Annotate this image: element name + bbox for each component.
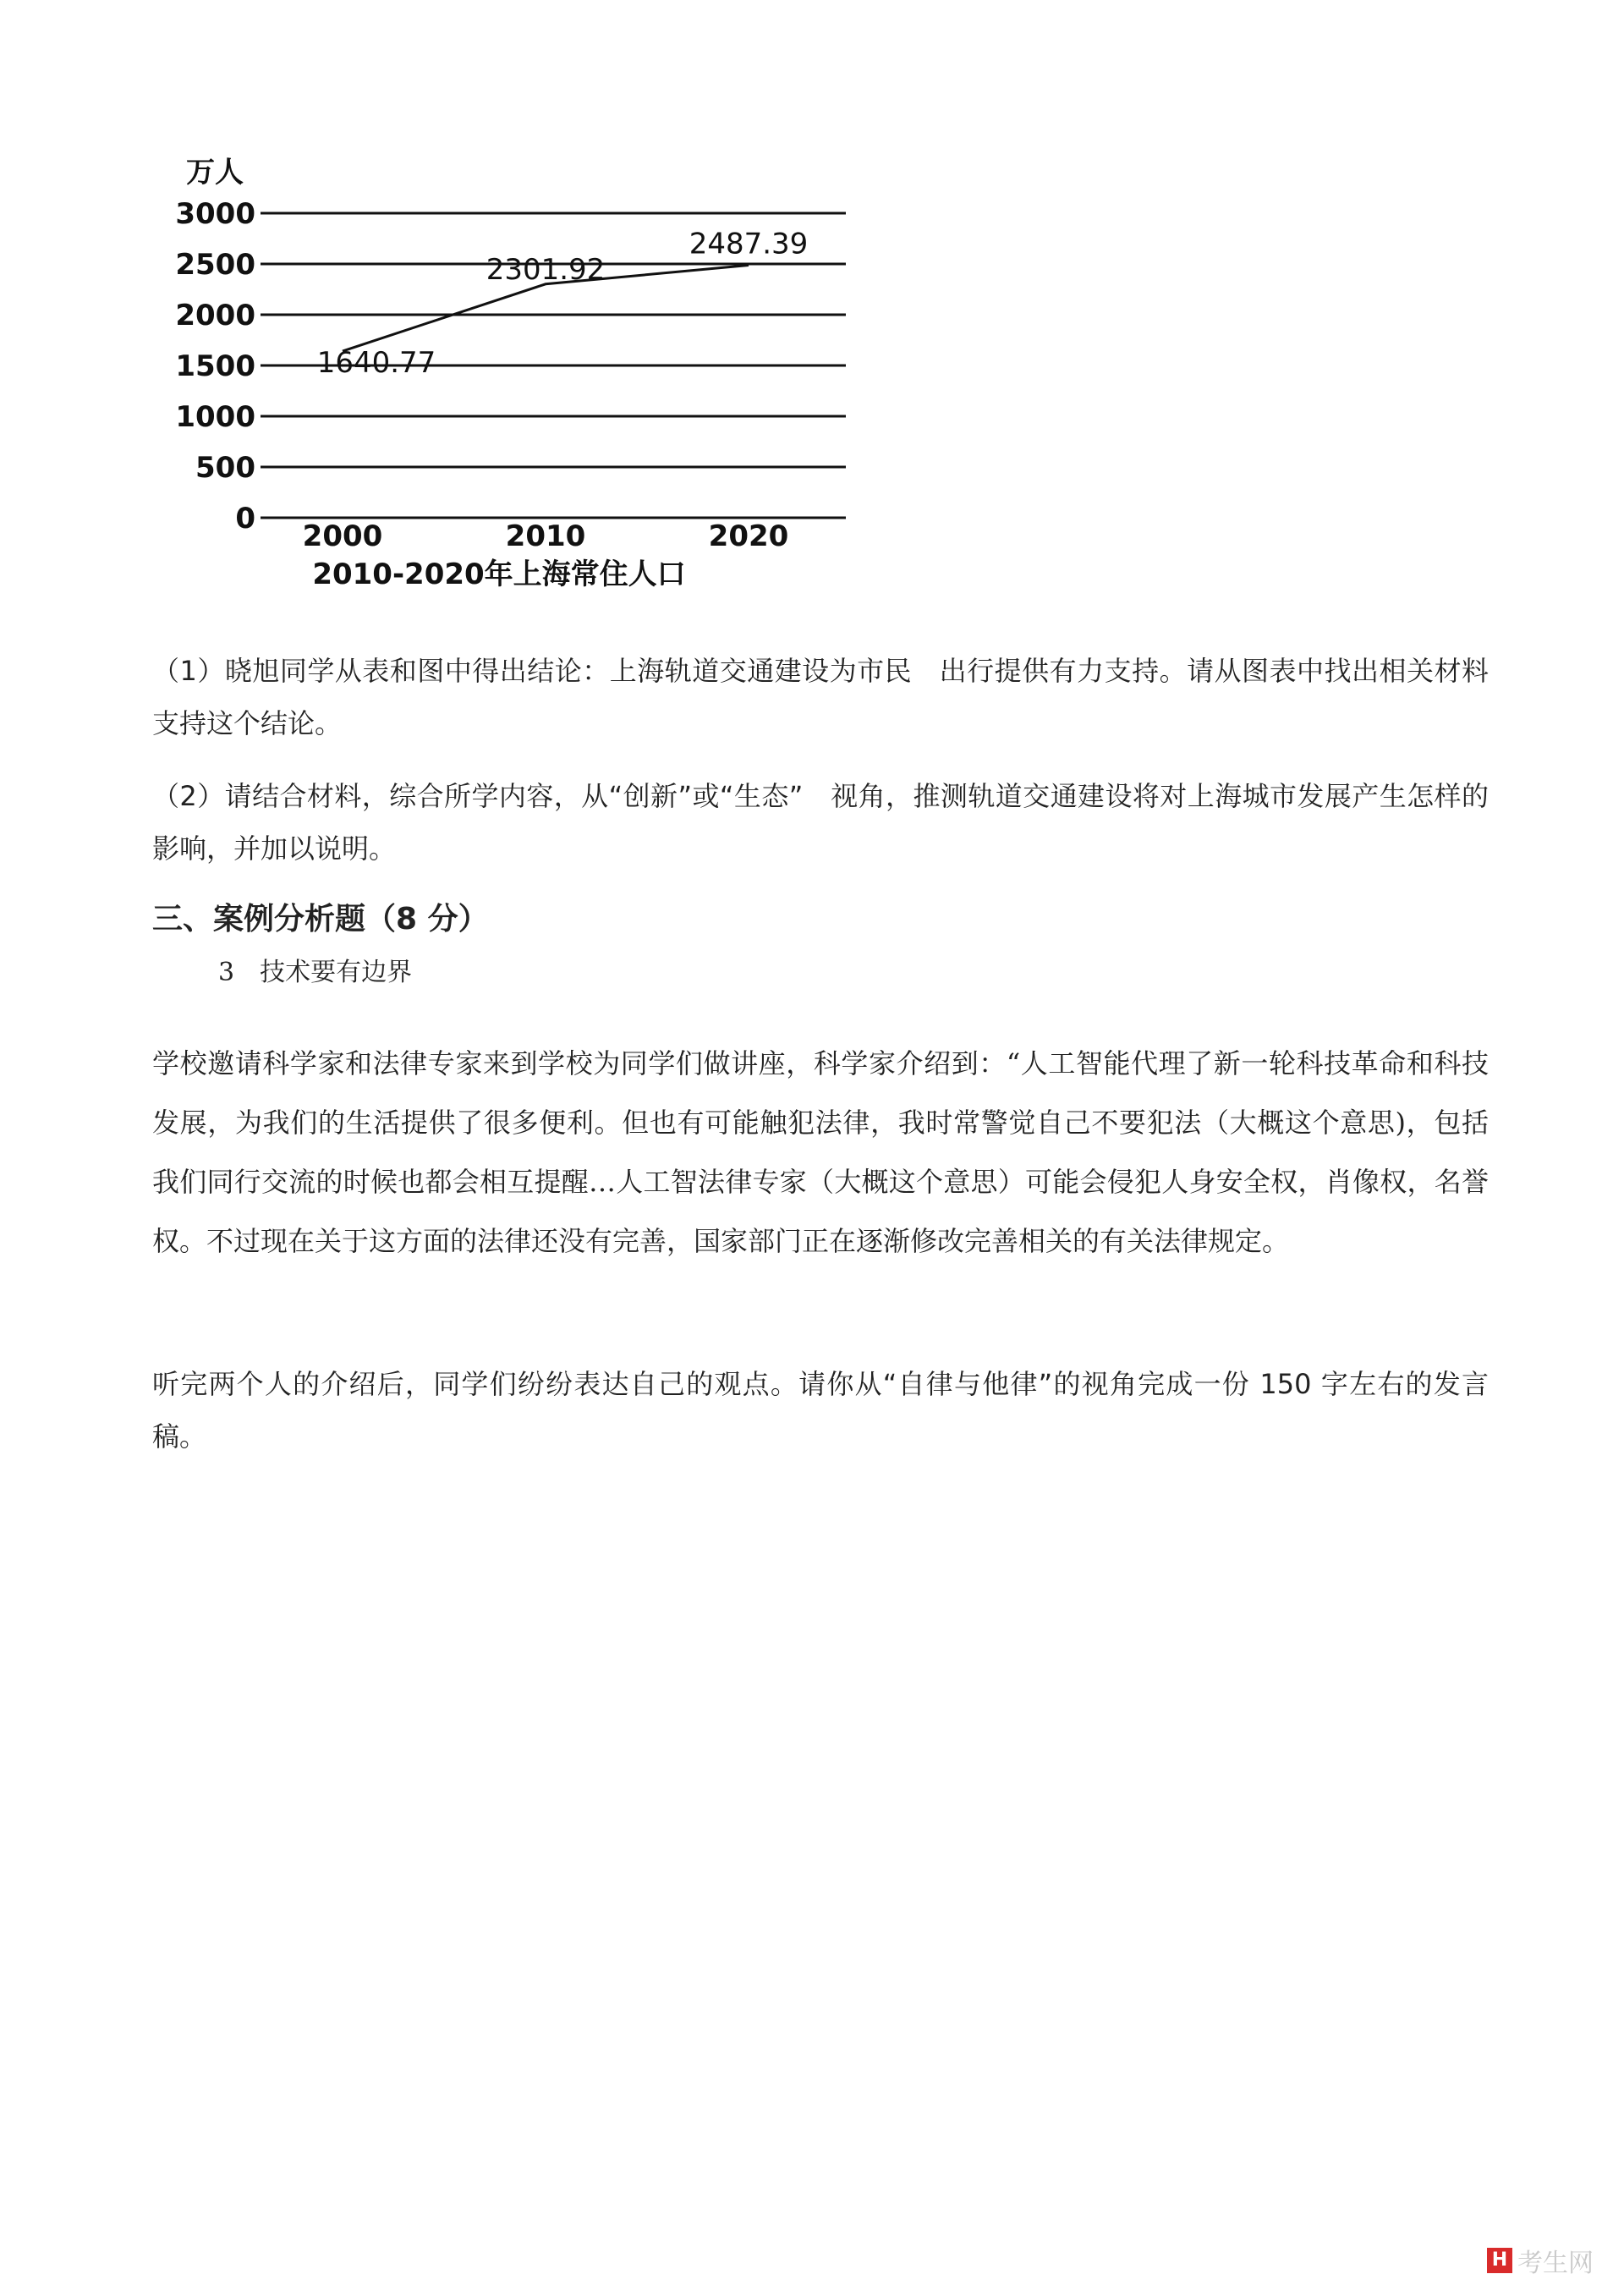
question-2: （2）请结合材料，综合所学内容，从“创新”或“生态” 视角，推测轨道交通建设将对上海城市发展产生怎样的影响，并加以说明。	[152, 780, 1489, 865]
site-logo	[1487, 2242, 1594, 2279]
question-1: （1）晓旭同学从表和图中得出结论：上海轨道交通建设为市民 出行提供有力支持。请从图表中找出相关材料支持这个结论。	[152, 655, 1489, 739]
y-tick-label: 3000	[175, 197, 255, 231]
logo-icon: H	[1487, 2248, 1512, 2273]
y-tick-label: 1500	[175, 349, 255, 383]
case-body: 学校邀请科学家和法律专家来到学校为同学们做讲座，科学家介绍到：“人工智能代理了新一轮科技革命和科技发展，为我们的生活提供了很多便利。但也有可能触犯法律，我时常警觉自己不要犯法（大概这个意思)，包括我们同行交流的时候也都会相互提醒…人工智法律专家（大概这个意思）可能会侵犯人身安全权，肖像权，名誉权。不过现在关于这方面的法律还没有完善，国家部门正在逐渐修改完善相关的有关法律规定。	[152, 1047, 1489, 1257]
x-tick-label: 2010	[505, 519, 586, 553]
data-label: 2487.39	[689, 227, 809, 261]
case-title: 3 技术要有边界	[218, 958, 413, 987]
chart-title: 2010-2020年上海常住人口	[312, 558, 686, 591]
logo-text: 考生网	[1517, 2249, 1594, 2278]
y-axis-label: 万人	[186, 156, 244, 190]
data-label: 2301.92	[486, 252, 606, 287]
y-tick-label: 2000	[175, 299, 255, 332]
x-tick-label: 2000	[302, 519, 383, 553]
population-line-chart	[161, 148, 888, 605]
y-tick-label: 0	[235, 502, 255, 536]
data-labels	[317, 228, 809, 381]
x-tick-label: 2020	[708, 519, 789, 553]
section-heading: 三、案例分析题（8 分）	[152, 902, 489, 937]
data-label: 1640.77	[316, 346, 436, 381]
y-tick-label: 500	[195, 451, 255, 485]
y-tick-label: 2500	[175, 248, 255, 282]
y-tick-label: 1000	[175, 400, 255, 434]
x-tick-labels	[303, 519, 789, 553]
case-prompt: 听完两个人的介绍后，同学们纷纷表达自己的观点。请你从“自律与他律”的视角完成一份 150 字左右的发言稿。	[152, 1368, 1489, 1453]
y-tick-labels	[175, 197, 255, 536]
